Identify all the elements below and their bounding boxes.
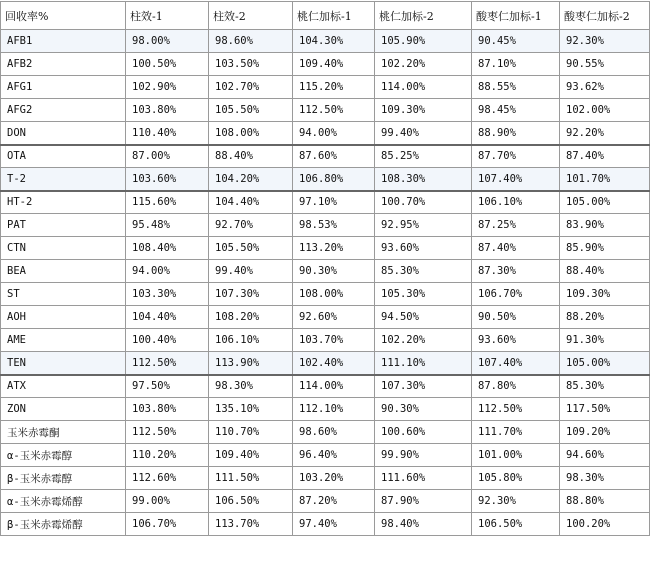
header-cell-column-eff-1: 柱效-1: [126, 2, 209, 30]
recovery-value-cell: 97.10%: [293, 191, 375, 214]
row-label-cell: CTN: [1, 237, 126, 260]
recovery-value-cell: 105.50%: [209, 99, 293, 122]
recovery-value-cell: 99.40%: [375, 122, 472, 145]
table-row: [1, 306, 650, 329]
recovery-value-cell: 85.30%: [560, 375, 650, 398]
recovery-value-cell: 117.50%: [560, 398, 650, 421]
recovery-value-cell: 85.25%: [375, 145, 472, 168]
recovery-value-cell: 87.10%: [472, 53, 560, 76]
recovery-value-cell: 112.60%: [126, 467, 209, 490]
recovery-value-cell: 104.30%: [293, 30, 375, 53]
recovery-value-cell: 106.50%: [209, 490, 293, 513]
recovery-value-cell: 113.90%: [209, 352, 293, 375]
recovery-value-cell: 87.90%: [375, 490, 472, 513]
row-label-cell: AME: [1, 329, 126, 352]
recovery-value-cell: 98.60%: [293, 421, 375, 444]
recovery-value-cell: 100.70%: [375, 191, 472, 214]
recovery-value-cell: 109.30%: [560, 283, 650, 306]
recovery-value-cell: 92.95%: [375, 214, 472, 237]
recovery-value-cell: 103.50%: [209, 53, 293, 76]
recovery-value-cell: 108.00%: [293, 283, 375, 306]
recovery-value-cell: 93.60%: [375, 237, 472, 260]
table-row: [1, 145, 650, 168]
recovery-value-cell: 103.70%: [293, 329, 375, 352]
recovery-value-cell: 109.40%: [293, 53, 375, 76]
recovery-value-cell: 87.40%: [472, 237, 560, 260]
row-label-cell: AOH: [1, 306, 126, 329]
recovery-value-cell: 94.50%: [375, 306, 472, 329]
header-row: [1, 2, 650, 30]
recovery-value-cell: 90.45%: [472, 30, 560, 53]
recovery-value-cell: 102.70%: [209, 76, 293, 99]
table-row: [1, 467, 650, 490]
recovery-value-cell: 88.20%: [560, 306, 650, 329]
table-row: [1, 398, 650, 421]
recovery-value-cell: 115.60%: [126, 191, 209, 214]
recovery-value-cell: 107.40%: [472, 352, 560, 375]
table-row: [1, 375, 650, 398]
recovery-value-cell: 105.00%: [560, 191, 650, 214]
recovery-value-cell: 114.00%: [375, 76, 472, 99]
recovery-value-cell: 92.30%: [472, 490, 560, 513]
recovery-value-cell: 109.40%: [209, 444, 293, 467]
recovery-value-cell: 111.60%: [375, 467, 472, 490]
row-label-cell: HT-2: [1, 191, 126, 214]
table-row: [1, 329, 650, 352]
recovery-value-cell: 105.90%: [375, 30, 472, 53]
recovery-value-cell: 97.50%: [126, 375, 209, 398]
recovery-value-cell: 87.80%: [472, 375, 560, 398]
table-row: [1, 53, 650, 76]
table-row: [1, 237, 650, 260]
recovery-value-cell: 88.90%: [472, 122, 560, 145]
row-label-cell: DON: [1, 122, 126, 145]
recovery-value-cell: 100.60%: [375, 421, 472, 444]
recovery-value-cell: 107.40%: [472, 168, 560, 191]
recovery-value-cell: 135.10%: [209, 398, 293, 421]
recovery-value-cell: 110.40%: [126, 122, 209, 145]
row-label-cell: ST: [1, 283, 126, 306]
recovery-value-cell: 98.45%: [472, 99, 560, 122]
recovery-value-cell: 103.80%: [126, 99, 209, 122]
recovery-value-cell: 108.40%: [126, 237, 209, 260]
recovery-value-cell: 92.60%: [293, 306, 375, 329]
recovery-value-cell: 107.30%: [375, 375, 472, 398]
recovery-value-cell: 110.70%: [209, 421, 293, 444]
recovery-value-cell: 90.55%: [560, 53, 650, 76]
recovery-value-cell: 112.50%: [472, 398, 560, 421]
recovery-value-cell: 105.00%: [560, 352, 650, 375]
header-cell-peach-spiked-2: 桃仁加标-2: [375, 2, 472, 30]
recovery-value-cell: 111.50%: [209, 467, 293, 490]
recovery-value-cell: 94.60%: [560, 444, 650, 467]
recovery-value-cell: 100.20%: [560, 513, 650, 536]
recovery-value-cell: 102.20%: [375, 53, 472, 76]
row-label-cell: T-2: [1, 168, 126, 191]
table-row: [1, 260, 650, 283]
table-row: [1, 513, 650, 536]
recovery-value-cell: 88.55%: [472, 76, 560, 99]
table-row: [1, 122, 650, 145]
table-row: [1, 421, 650, 444]
recovery-value-cell: 112.50%: [126, 352, 209, 375]
recovery-value-cell: 87.60%: [293, 145, 375, 168]
recovery-value-cell: 97.40%: [293, 513, 375, 536]
recovery-value-cell: 106.70%: [472, 283, 560, 306]
recovery-value-cell: 90.50%: [472, 306, 560, 329]
recovery-value-cell: 100.50%: [126, 53, 209, 76]
table-row: [1, 214, 650, 237]
recovery-value-cell: 85.90%: [560, 237, 650, 260]
row-label-cell: TEN: [1, 352, 126, 375]
recovery-value-cell: 111.10%: [375, 352, 472, 375]
row-label-cell: ATX: [1, 375, 126, 398]
recovery-value-cell: 98.60%: [209, 30, 293, 53]
recovery-value-cell: 107.30%: [209, 283, 293, 306]
recovery-value-cell: 98.53%: [293, 214, 375, 237]
recovery-value-cell: 92.20%: [560, 122, 650, 145]
recovery-value-cell: 90.30%: [293, 260, 375, 283]
recovery-value-cell: 93.62%: [560, 76, 650, 99]
table-row: [1, 30, 650, 53]
recovery-value-cell: 104.40%: [126, 306, 209, 329]
row-label-cell: β-玉米赤霉醇: [1, 467, 126, 490]
recovery-value-cell: 87.30%: [472, 260, 560, 283]
recovery-value-cell: 102.00%: [560, 99, 650, 122]
header-cell-column-eff-2: 柱效-2: [209, 2, 293, 30]
row-label-cell: AFB1: [1, 30, 126, 53]
recovery-value-cell: 103.60%: [126, 168, 209, 191]
recovery-value-cell: 110.20%: [126, 444, 209, 467]
header-cell-jujube-spiked-2: 酸枣仁加标-2: [560, 2, 650, 30]
recovery-value-cell: 102.90%: [126, 76, 209, 99]
row-label-cell: 玉米赤霉酮: [1, 421, 126, 444]
row-label-cell: BEA: [1, 260, 126, 283]
recovery-value-cell: 87.00%: [126, 145, 209, 168]
recovery-value-cell: 106.10%: [472, 191, 560, 214]
header-cell-jujube-spiked-1: 酸枣仁加标-1: [472, 2, 560, 30]
recovery-value-cell: 92.30%: [560, 30, 650, 53]
recovery-value-cell: 106.50%: [472, 513, 560, 536]
recovery-value-cell: 109.30%: [375, 99, 472, 122]
recovery-value-cell: 88.80%: [560, 490, 650, 513]
recovery-value-cell: 113.20%: [293, 237, 375, 260]
table-row: [1, 168, 650, 191]
recovery-value-cell: 92.70%: [209, 214, 293, 237]
recovery-value-cell: 98.30%: [209, 375, 293, 398]
recovery-value-cell: 106.70%: [126, 513, 209, 536]
table-body: [1, 30, 650, 536]
recovery-value-cell: 85.30%: [375, 260, 472, 283]
row-label-cell: PAT: [1, 214, 126, 237]
recovery-value-cell: 98.30%: [560, 467, 650, 490]
recovery-value-cell: 113.70%: [209, 513, 293, 536]
table-row: [1, 444, 650, 467]
recovery-value-cell: 108.20%: [209, 306, 293, 329]
table-row: [1, 352, 650, 375]
recovery-value-cell: 102.20%: [375, 329, 472, 352]
recovery-value-cell: 106.10%: [209, 329, 293, 352]
table-row: [1, 191, 650, 214]
recovery-value-cell: 88.40%: [209, 145, 293, 168]
table-row: [1, 76, 650, 99]
recovery-value-cell: 95.48%: [126, 214, 209, 237]
recovery-value-cell: 99.40%: [209, 260, 293, 283]
recovery-value-cell: 103.80%: [126, 398, 209, 421]
recovery-value-cell: 99.90%: [375, 444, 472, 467]
row-label-cell: ZON: [1, 398, 126, 421]
recovery-value-cell: 104.20%: [209, 168, 293, 191]
recovery-value-cell: 101.70%: [560, 168, 650, 191]
recovery-value-cell: 108.00%: [209, 122, 293, 145]
recovery-value-cell: 100.40%: [126, 329, 209, 352]
recovery-value-cell: 106.80%: [293, 168, 375, 191]
recovery-value-cell: 90.30%: [375, 398, 472, 421]
recovery-value-cell: 115.20%: [293, 76, 375, 99]
recovery-value-cell: 91.30%: [560, 329, 650, 352]
recovery-value-cell: 103.30%: [126, 283, 209, 306]
recovery-value-cell: 99.00%: [126, 490, 209, 513]
recovery-value-cell: 87.40%: [560, 145, 650, 168]
recovery-value-cell: 94.00%: [293, 122, 375, 145]
table-row: [1, 99, 650, 122]
recovery-value-cell: 105.30%: [375, 283, 472, 306]
recovery-value-cell: 104.40%: [209, 191, 293, 214]
recovery-value-cell: 87.25%: [472, 214, 560, 237]
recovery-value-cell: 93.60%: [472, 329, 560, 352]
row-label-cell: α-玉米赤霉醇: [1, 444, 126, 467]
recovery-value-cell: 112.10%: [293, 398, 375, 421]
recovery-value-cell: 112.50%: [293, 99, 375, 122]
recovery-value-cell: 105.80%: [472, 467, 560, 490]
recovery-value-cell: 96.40%: [293, 444, 375, 467]
table-row: [1, 283, 650, 306]
row-label-cell: AFG1: [1, 76, 126, 99]
row-label-cell: OTA: [1, 145, 126, 168]
recovery-value-cell: 87.70%: [472, 145, 560, 168]
recovery-value-cell: 83.90%: [560, 214, 650, 237]
header-cell-peach-spiked-1: 桃仁加标-1: [293, 2, 375, 30]
recovery-value-cell: 101.00%: [472, 444, 560, 467]
recovery-value-cell: 105.50%: [209, 237, 293, 260]
header-cell-recovery: 回收率%: [1, 2, 126, 30]
recovery-value-cell: 88.40%: [560, 260, 650, 283]
recovery-value-cell: 108.30%: [375, 168, 472, 191]
recovery-value-cell: 114.00%: [293, 375, 375, 398]
recovery-value-cell: 102.40%: [293, 352, 375, 375]
recovery-value-cell: 87.20%: [293, 490, 375, 513]
recovery-value-cell: 98.00%: [126, 30, 209, 53]
recovery-value-cell: 109.20%: [560, 421, 650, 444]
row-label-cell: AFB2: [1, 53, 126, 76]
recovery-value-cell: 112.50%: [126, 421, 209, 444]
row-label-cell: β-玉米赤霉烯醇: [1, 513, 126, 536]
row-label-cell: α-玉米赤霉烯醇: [1, 490, 126, 513]
recovery-value-cell: 98.40%: [375, 513, 472, 536]
recovery-rate-table: [0, 1, 650, 536]
recovery-value-cell: 94.00%: [126, 260, 209, 283]
table-row: [1, 490, 650, 513]
row-label-cell: AFG2: [1, 99, 126, 122]
recovery-value-cell: 103.20%: [293, 467, 375, 490]
recovery-value-cell: 111.70%: [472, 421, 560, 444]
